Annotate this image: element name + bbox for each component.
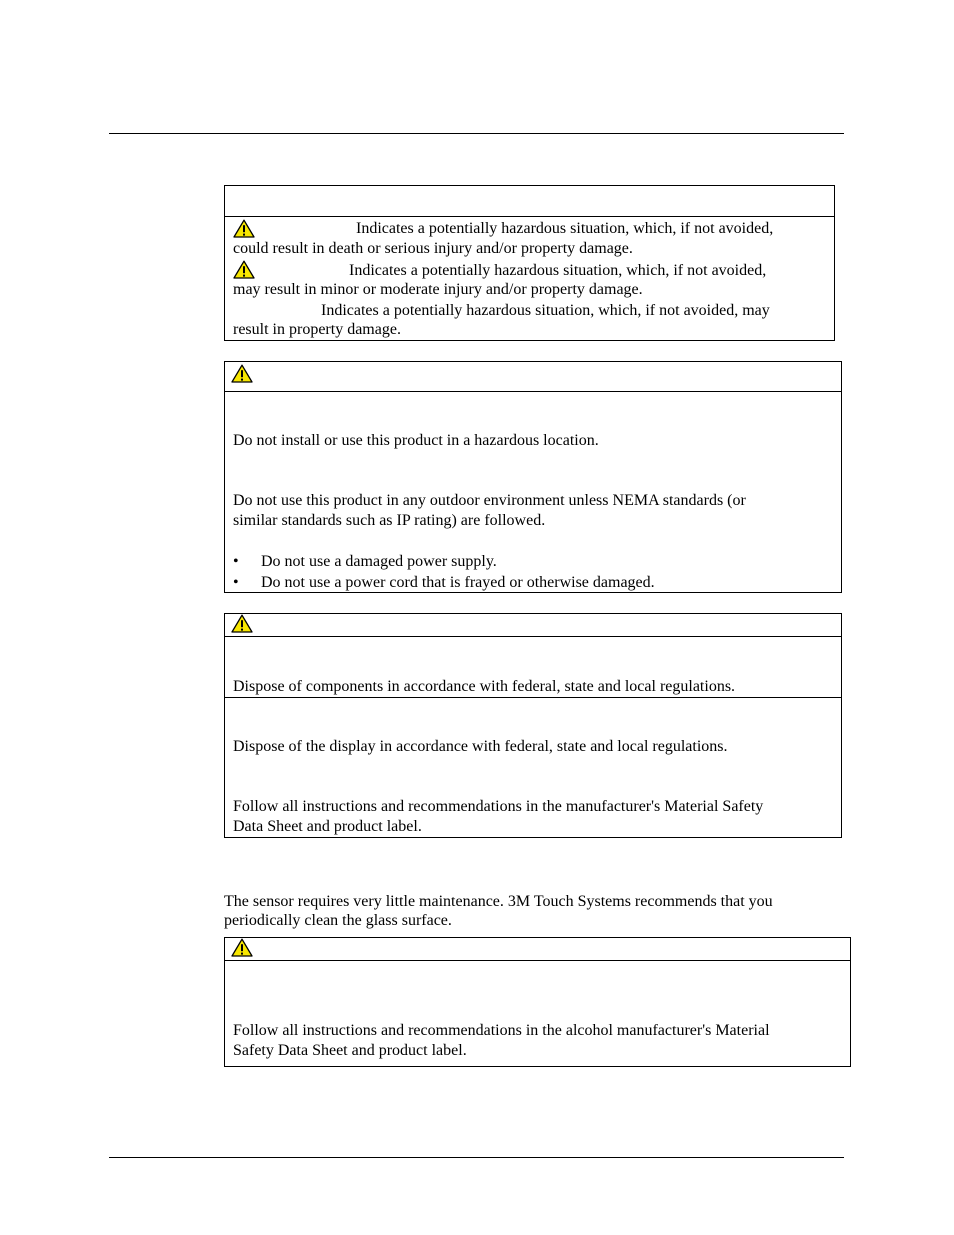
components-disposal-section <box>225 637 841 697</box>
warning-box-body <box>225 392 841 592</box>
signal-word-table-header <box>225 186 834 217</box>
caution-triangle-icon <box>233 260 255 279</box>
display-disposal-section <box>225 697 841 837</box>
maintenance-text-line-1: The sensor requires very little maintenance. 3M Touch Systems recommends that you <box>224 893 773 910</box>
warning-box-header <box>225 362 841 392</box>
warning-triangle-icon <box>233 219 255 238</box>
notice-definition-line-1: Indicates a potentially hazardous situation, which, if not avoided, may <box>321 302 770 319</box>
list-item: • Do not use a power cord that is frayed or otherwise damaged. <box>233 574 655 591</box>
cleaning-warning-box-header <box>225 938 850 961</box>
caution-definition-line-2: may result in minor or moderate injury and/or property damage. <box>233 281 643 298</box>
list-item: • Do not use a damaged power supply. <box>233 553 497 570</box>
msds-text-line-2: Data Sheet and product label. <box>233 818 422 835</box>
notice-definition-line-2: result in property damage. <box>233 321 401 338</box>
warning-definition-line-1: Indicates a potentially hazardous situation, which, if not avoided, <box>356 220 774 237</box>
cleaning-warning-box <box>224 937 851 1067</box>
outdoor-text-line-2: similar standards such as IP rating) are followed. <box>233 512 546 529</box>
maintenance-text-line-2: periodically clean the glass surface. <box>224 912 452 929</box>
warning-box <box>224 361 842 593</box>
warning-triangle-icon <box>231 364 253 383</box>
warning-triangle-icon <box>231 614 253 633</box>
display-disposal-text: Dispose of the display in accordance with federal, state and local regulations. <box>233 738 728 755</box>
warning-triangle-icon <box>231 938 253 957</box>
hazardous-location-text: Do not install or use this product in a hazardous location. <box>233 432 599 449</box>
cleaning-warning-box-body <box>225 961 850 1066</box>
warning-definition-line-2: could result in death or serious injury and/or property damage. <box>233 240 633 257</box>
alcohol-msds-line-2: Safety Data Sheet and product label. <box>233 1042 467 1059</box>
warning-definition <box>225 217 834 341</box>
caution-box-header <box>225 614 841 637</box>
alcohol-msds-line-1: Follow all instructions and recommendations in the alcohol manufacturer's Material <box>233 1022 770 1039</box>
caution-box <box>224 613 842 838</box>
signal-word-table <box>224 185 835 341</box>
components-disposal-text: Dispose of components in accordance with federal, state and local regulations. <box>233 678 736 695</box>
footer-rule <box>109 1157 844 1158</box>
msds-text-line-1: Follow all instructions and recommendations in the manufacturer's Material Safety <box>233 798 764 815</box>
header-rule <box>109 133 844 134</box>
outdoor-text-line-1: Do not use this product in any outdoor environment unless NEMA standards (or <box>233 492 746 509</box>
caution-definition-line-1: Indicates a potentially hazardous situation, which, if not avoided, <box>349 262 767 279</box>
